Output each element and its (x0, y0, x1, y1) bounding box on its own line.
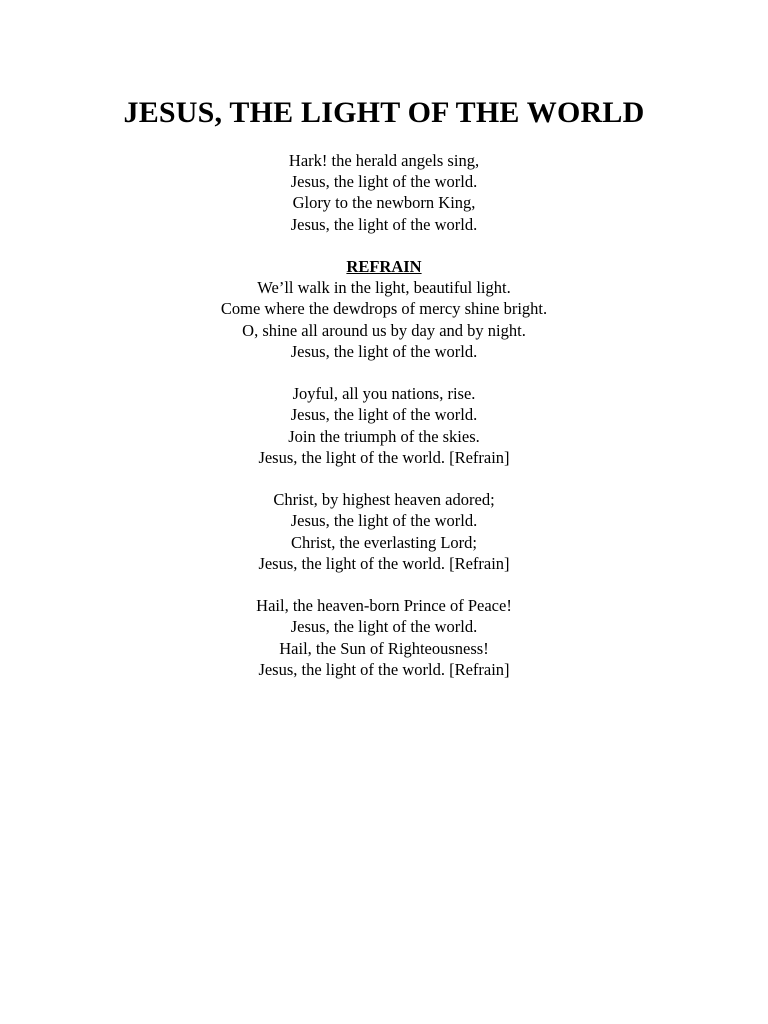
stanza-line: Hark! the herald angels sing, (288, 151, 480, 170)
stanza-line: Glory to the newborn King, (292, 193, 476, 213)
stanza-line: Jesus, the light of the world. (290, 214, 478, 234)
refrain-heading: REFRAIN (346, 257, 422, 276)
stanza-line: Jesus, the light of the world. (290, 172, 478, 192)
refrain-line: Jesus, the light of the world. (290, 341, 478, 361)
stanza-line: Jesus, the light of the world. [Refrain] (258, 553, 510, 573)
stanza-4 (0, 595, 768, 680)
stanza-line: Christ, by highest heaven adored; (273, 490, 495, 510)
stanza-line: Hail, the heaven-born Prince of Peace! (256, 596, 512, 616)
refrain (0, 256, 768, 362)
stanza-line: Christ, the everlasting Lord; (290, 532, 478, 552)
stanza-line: Jesus, the light of the world. (290, 511, 478, 531)
refrain-line: Come where the dewdrops of mercy shine bright. (220, 299, 548, 319)
stanza-line: Join the triumph of the skies. (288, 426, 480, 446)
hymn-body (0, 150, 768, 701)
hymn-title: JESUS, THE LIGHT OF THE WORLD (123, 96, 645, 129)
stanza-line: Jesus, the light of the world. (290, 405, 478, 425)
stanza-3 (0, 489, 768, 574)
refrain-line: O, shine all around us by day and by night. (242, 320, 526, 340)
stanza-line: Jesus, the light of the world. [Refrain] (258, 447, 510, 467)
stanza-line: Jesus, the light of the world. (290, 617, 478, 637)
stanza-line: Hail, the Sun of Righteousness! (279, 638, 489, 658)
stanza-2 (0, 383, 768, 468)
refrain-line: We’ll walk in the light, beautiful light. (257, 278, 511, 298)
stanza-1 (0, 150, 768, 235)
stanza-line: Jesus, the light of the world. [Refrain] (258, 659, 510, 679)
stanza-line: Joyful, all you nations, rise. (292, 384, 476, 404)
